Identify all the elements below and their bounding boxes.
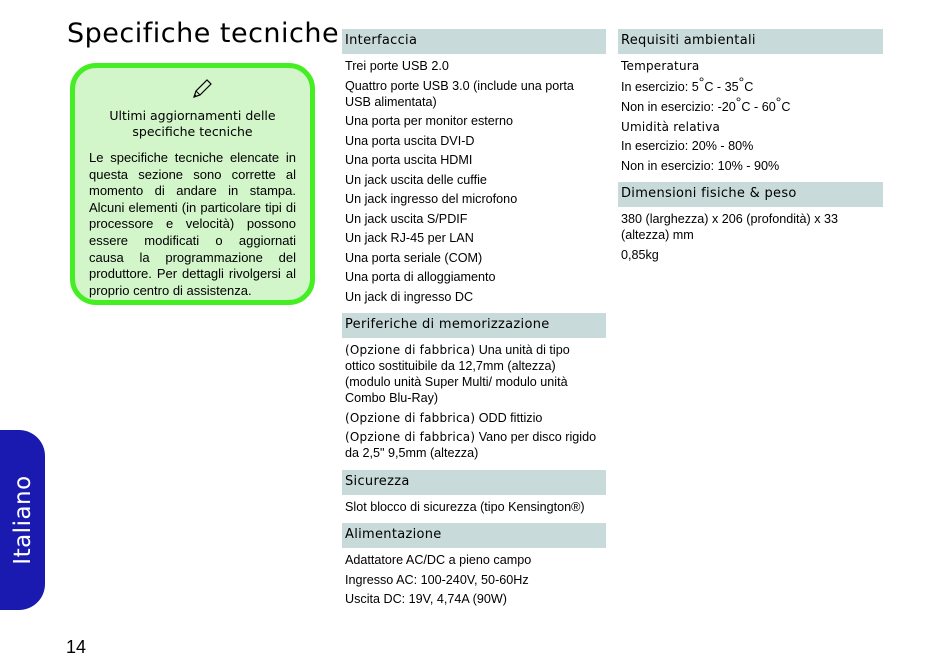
interfaccia-list [342,54,606,313]
spec-item: Una porta per monitor esterno [345,114,514,128]
spec-item: Un jack uscita delle cuffie [345,172,487,187]
spec-item: Una porta seriale (COM) [345,250,483,265]
section-header-dimensioni: Dimensioni fisiche & peso [618,182,883,207]
temperature-label: Temperatura [621,59,700,73]
spec-item: Un jack di ingresso DC [345,289,474,304]
note-title: Ultimi aggiornamenti delle specifiche tecniche [109,108,276,139]
section-header-memorizzazione: Periferiche di memorizzazione [342,313,606,338]
ambientali-list [618,54,883,182]
pencil-icon [191,78,213,100]
spec-item: 380 (larghezza) x 206 (profondità) x 33 (altezza) mm [621,212,839,242]
spec-item [345,429,603,461]
specs-column-right [618,29,883,271]
factory-option-prefix: (Opzione di fabbrica) [345,410,476,425]
spec-item-text: ODD fittizio [475,410,543,425]
spec-item: Quattro porte USB 3.0 (include una porta USB alimentata) [345,78,574,109]
spec-item [345,342,603,406]
spec-item: Un jack uscita S/PDIF [345,211,468,226]
spec-item: Una porta uscita DVI-D [345,133,475,148]
spec-item: 0,85kg [621,247,659,262]
spec-item: Ingresso AC: 100-240V, 50-60Hz [345,572,529,587]
memorizzazione-list [342,338,606,470]
section-header-alimentazione: Alimentazione [342,523,606,548]
spec-item [345,410,603,426]
page-number: 14 [66,637,87,657]
factory-option-prefix: (Opzione di fabbrica) [345,430,476,444]
humidity-label: Umidità relativa [621,119,721,134]
spec-item-text: Vano per disco rigido da 2,5" 9,5mm (altezza) [345,430,597,460]
section-header-sicurezza: Sicurezza [342,470,606,495]
spec-item-text: Una unità di tipo ottico sostituibile da 12,7mm (altezza) (modulo unità Super Multi/ modulo unità Combo Blu-Ray) [345,343,570,405]
spec-item: Una porta di alloggiamento [345,270,496,284]
temperature-operating: In esercizio: 5°C - 35°C [621,73,754,94]
note-body: Le specifiche tecniche elencate in questa sezione sono corrette al momento di andare in stampa. Alcuni elementi (in particolare tipi di processore e velocità) possono essere modificati o aggiornati causa la programmazione del produttore. Per dettagli rivolgersi al proprio centro di assistenza. [89,150,296,298]
language-side-tab [0,430,45,610]
sicurezza-list [342,495,606,524]
alimentazione-list [342,548,606,616]
section-header-ambientali: Requisiti ambientali [618,29,883,54]
spec-item: Adattatore AC/DC a pieno campo [345,553,532,567]
factory-option-prefix: (Opzione di fabbrica) [345,343,476,357]
spec-item: Uscita DC: 19V, 4,74A (90W) [345,592,507,606]
specs-column-left [342,29,606,616]
humidity-non-operating: Non in esercizio: 10% - 90% [621,158,780,173]
update-note-box [70,63,315,305]
humidity-operating: In esercizio: 20% - 80% [621,139,754,153]
language-tab-label: Italiano [9,475,36,565]
spec-item: Un jack RJ-45 per LAN [345,231,474,245]
spec-item: Un jack ingresso del microfono [345,192,518,206]
spec-item: Una porta uscita HDMI [345,153,473,167]
dimensioni-list [618,207,883,271]
spec-item: Trei porte USB 2.0 [345,59,449,73]
page-title: Specifiche tecniche [67,18,340,49]
temperature-non-operating: Non in esercizio: -20°C - 60°C [621,94,791,114]
spec-item: Slot blocco di sicurezza (tipo Kensington®) [345,499,585,514]
section-header-interfaccia: Interfaccia [342,29,606,54]
